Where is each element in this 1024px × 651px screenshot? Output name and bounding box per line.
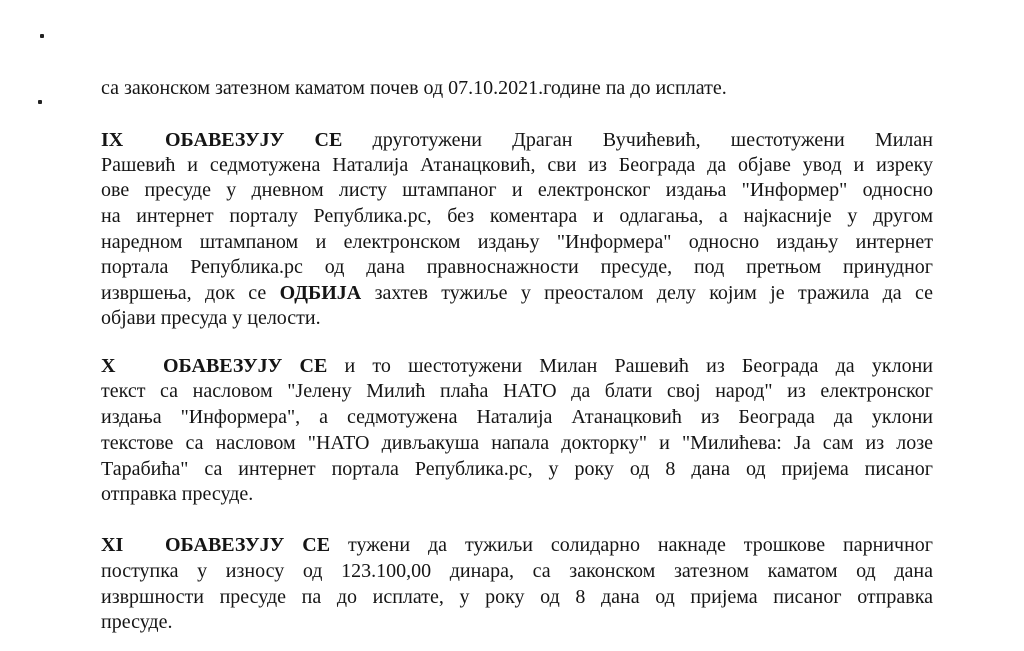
section-number: XI (101, 534, 124, 556)
section-x-line-5: Тарабића" са интернет портала Република.рс, у року од 8 дана од пријема писаног (101, 458, 933, 480)
section-text: извршења, док се (101, 282, 267, 304)
section-x-line-3: издања "Информера", а седмотужена Наталија Атанацковић из Београда да уклони (101, 406, 933, 428)
section-xi-line-2: поступка у износу од 123.100,00 динара, са законском затезном каматом од дана (101, 560, 933, 582)
section-ix-line-7 (101, 281, 933, 305)
section-keyword: ОБАВЕЗУЈУ СЕ (163, 355, 328, 377)
section-ix-line-3: ове пресуде у дневном листу штампаног и електронског издања "Информер" односно (101, 179, 933, 201)
section-ix-line-4: на интернет порталу Републикa.рс, без коментара и одлагања, а најкасније у другом (101, 205, 933, 227)
scan-speck (38, 100, 42, 104)
section-ix-line-6: портала Република.рс од дана правноснажности пресуде, под претњом принудног (101, 256, 933, 278)
section-text: друготужени Драган Вучићевић, шестотужени Милан (372, 129, 933, 151)
section-xi-line-3: извршности пресуде па до исплате, у року од 8 дана од пријема писаног отправка (101, 586, 933, 608)
section-keyword: ОБАВЕЗУЈУ СЕ (165, 534, 331, 556)
section-number: IX (101, 129, 124, 151)
section-x-line-1 (101, 354, 933, 378)
section-xi-line-1 (101, 533, 933, 557)
section-xi-line-4: пресуде. (101, 611, 173, 633)
scan-speck (40, 34, 44, 38)
section-number: X (101, 355, 116, 377)
section-ix-line-8: објави пресуда у целости. (101, 307, 321, 329)
rejects-keyword: ОДБИЈА (279, 282, 362, 304)
section-x-line-6: отправка пресуде. (101, 483, 254, 505)
section-ix-line-2: Рашевић и седмотужена Наталија Атанацковић, сви из Београда да објаве увод и изреку (101, 154, 933, 176)
section-ix-line-1 (101, 128, 933, 152)
section-keyword: ОБАВЕЗУЈУ СЕ (165, 129, 343, 151)
section-x-line-2: текст са насловом "Јелену Милић плаћа НАТО да блати свој народ" из електронског (101, 380, 933, 402)
section-text: тужени да тужиљи солидарно накнаде трошкове парничног (347, 534, 933, 556)
section-x-line-4: текстове са насловом "НАТО дивљакуша напала докторку" и "Милићева: Ја сам из лозе (101, 432, 933, 454)
intro-line: са законском затезном каматом почев од 07.10.2021.године па до исплате. (101, 77, 727, 99)
section-ix-line-5: наредном штампаном и електронском издању "Информера" односно издању интернет (101, 231, 933, 253)
section-text: захтев тужиље у преосталом делу којим је тражила да се (374, 282, 934, 304)
section-text: и то шестотужени Милан Рашевић из Београда да уклони (344, 355, 933, 377)
